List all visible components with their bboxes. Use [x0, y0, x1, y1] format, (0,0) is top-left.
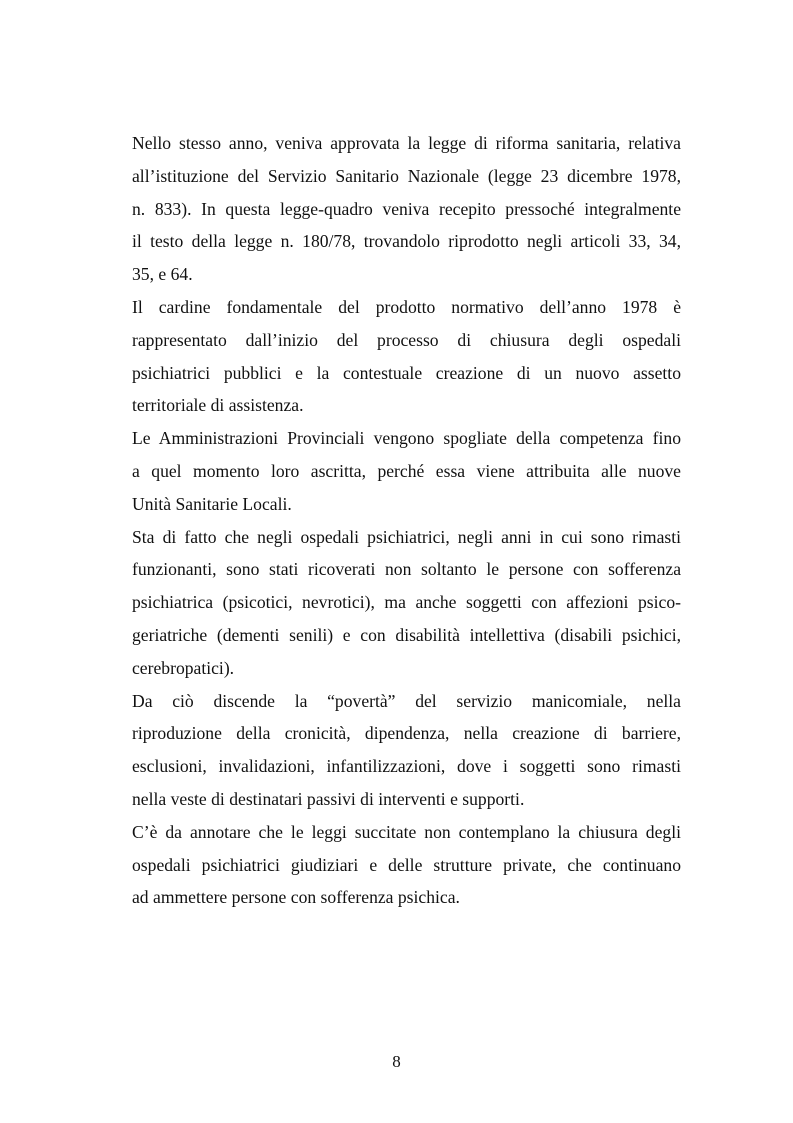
text-line: territoriale di assistenza. [132, 395, 304, 416]
text-line: Il cardine fondamentale del prodotto normativo dell’anno 1978 è [132, 296, 681, 317]
page-number: 8 [392, 1052, 401, 1071]
text-line: cerebropatici). [132, 657, 235, 678]
text-line: psichiatrica (psicotici, nevrotici), ma anche soggetti con affezioni psico- [132, 592, 681, 613]
text-line: a quel momento loro ascritta, perché essa viene attribuita alle nuove [132, 460, 681, 481]
text-line: 35, e 64. [132, 264, 193, 285]
text-line: n. 833). In questa legge-quadro veniva recepito pressoché integralmente [132, 198, 681, 219]
text-line: Nello stesso anno, veniva approvata la legge di riforma sanitaria, relativa [132, 133, 681, 153]
text-line: Sta di fatto che negli ospedali psichiatrici, negli anni in cui sono rimasti [132, 526, 681, 547]
text-line: riproduzione della cronicità, dipendenza, nella creazione di barriere, [132, 723, 681, 744]
paragraph [132, 291, 681, 422]
body-text [132, 127, 681, 914]
text-line: C’è da annotare che le leggi succitate non contemplano la chiusura degli [132, 821, 681, 842]
text-line: rappresentato dall’inizio del processo di chiusura degli ospedali [132, 329, 681, 350]
paragraph [132, 816, 681, 914]
text-line: esclusioni, invalidazioni, infantilizzazioni, dove i soggetti sono rimasti [132, 756, 681, 777]
paragraph [132, 422, 681, 520]
paragraph [132, 127, 681, 291]
text-line: Unità Sanitarie Locali. [132, 493, 292, 514]
paragraph [132, 685, 681, 816]
text-line: psichiatrici pubblici e la contestuale creazione di un nuovo assetto [132, 362, 681, 383]
text-line: Le Amministrazioni Provinciali vengono spogliate della competenza fino [132, 428, 681, 449]
text-line: all’istituzione del Servizio Sanitario Nazionale (legge 23 dicembre 1978, [132, 165, 681, 186]
paragraph [132, 521, 681, 685]
text-line: Da ciò discende la “povertà” del servizio manicomiale, nella [132, 690, 681, 711]
text-line: il testo della legge n. 180/78, trovandolo riprodotto negli articoli 33, 34, [132, 231, 681, 252]
text-line: nella veste di destinatari passivi di interventi e supporti. [132, 788, 525, 809]
text-line: geriatriche (dementi senili) e con disabilità intellettiva (disabili psichici, [132, 624, 681, 645]
text-line: funzionanti, sono stati ricoverati non soltanto le persone con sofferenza [132, 559, 681, 580]
text-line: ad ammettere persone con sofferenza psichica. [132, 887, 460, 908]
text-line: ospedali psichiatrici giudiziari e delle strutture private, che continuano [132, 854, 681, 875]
